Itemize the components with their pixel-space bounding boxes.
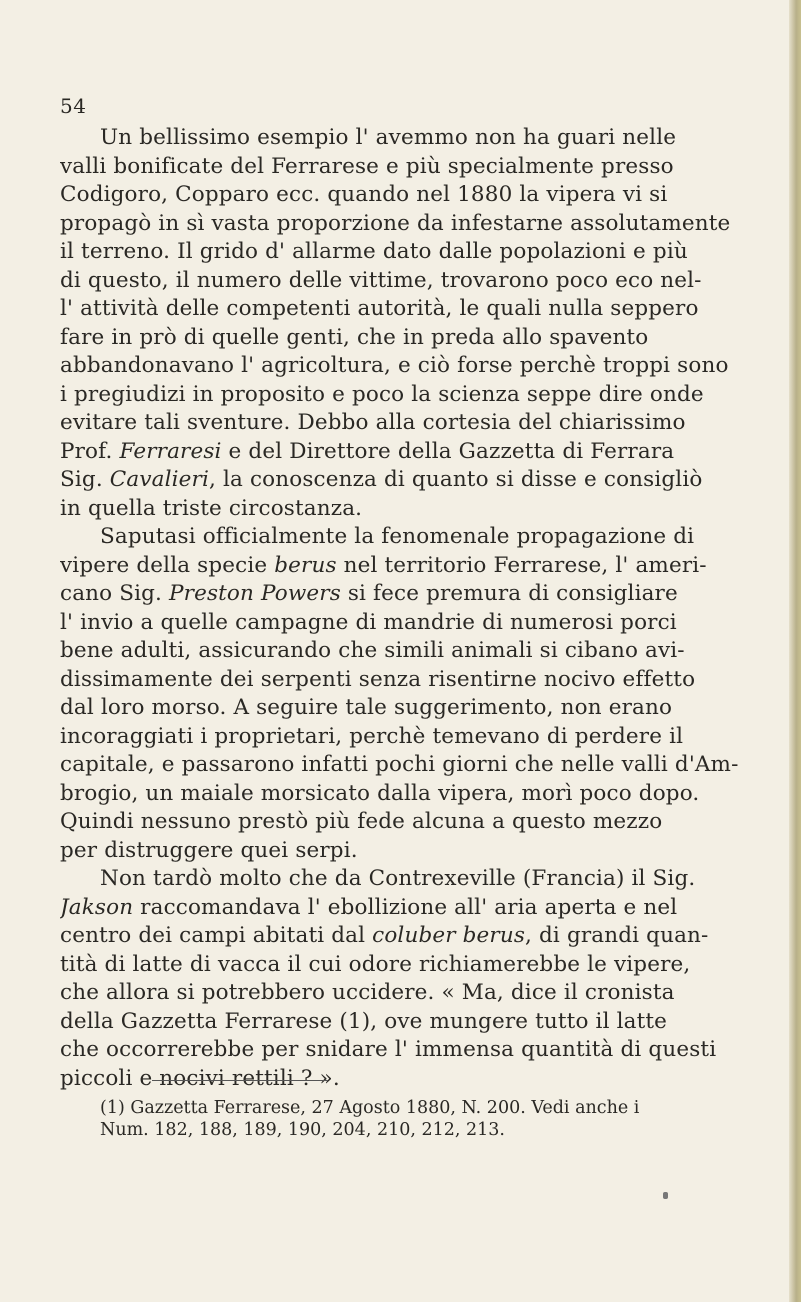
text-line: i pregiudizi in proposito e poco la scienza seppe dire onde <box>60 381 704 407</box>
text-line: evitare tali sventure. Debbo alla cortesia del chiarissimo <box>60 410 686 435</box>
text-line: Saputasi officialmente la fenomenale propagazione di <box>100 524 695 549</box>
text-line: tità di latte di vacca il cui odore richiamerebbe le vipere, <box>60 951 691 977</box>
text-line: dissimamente dei serpenti senza risentirne nocivo effetto <box>60 666 696 692</box>
text-line <box>60 466 760 495</box>
footnote-line: (1) Gazzetta Ferrarese, 27 Agosto 1880, N. 200. Vedi anche i <box>100 1098 640 1118</box>
text-run: nel territorio Ferrarese, l' ameri- <box>336 552 707 578</box>
text-line: bene adulti, assicurando che simili animali si cibano avi- <box>60 638 685 663</box>
text-line: il terreno. Il grido d' allarme dato dalle popolazioni e più <box>60 239 688 264</box>
text-line: che allora si potrebbero uccidere. « Ma, dice il cronista <box>60 980 675 1005</box>
footnote <box>60 1097 760 1141</box>
paragraph-3 <box>60 865 760 1093</box>
footnote-divider <box>152 1080 328 1081</box>
text-line: l' invio a quelle campagne di mandrie di numerosi porci <box>60 609 677 635</box>
text-line: valli bonificate del Ferrarese e più specialmente presso <box>60 153 674 179</box>
text-line: della Gazzetta Ferrarese (1), ove mungere tutto il latte <box>60 1008 668 1034</box>
paragraph-1 <box>60 124 760 523</box>
text-line: incoraggiati i proprietari, perchè temevano di perdere il <box>60 723 684 749</box>
ink-speck <box>663 1192 668 1199</box>
italic-term: coluber berus <box>372 923 526 948</box>
text-line: fare in prò di quelle genti, che in preda allo spavento <box>60 324 649 350</box>
text-line <box>60 580 760 609</box>
text-run: vipere della specie <box>60 552 275 578</box>
text-run: , di grandi quan- <box>525 923 709 948</box>
text-line: Un bellissimo esempio l' avemmo non ha guari nelle <box>100 125 677 150</box>
text-run: raccomandava l' ebollizione all' aria aperta e nel <box>133 894 678 920</box>
italic-name: Preston Powers <box>169 581 341 606</box>
italic-name: Ferraresi <box>119 438 222 464</box>
text-run: centro dei campi abitati dal <box>60 923 373 948</box>
text-line: capitale, e passarono infatti pochi giorni che nelle valli d'Am- <box>60 752 739 777</box>
text-run: , la conoscenza di quanto si disse e consigliò <box>209 467 703 492</box>
text-run: si fece premura di consigliare <box>340 581 678 606</box>
text-line: brogio, un maiale morsicato dalla vipera, morì poco dopo. <box>60 780 700 806</box>
text-line <box>60 922 760 951</box>
text-line: Quindi nessuno prestò più fede alcuna a questo mezzo <box>60 809 663 834</box>
body-text <box>60 124 760 1093</box>
text-line <box>60 552 760 581</box>
text-line: che occorrerebbe per snidare l' immensa quantità di questi <box>60 1037 717 1062</box>
italic-name: Jakson <box>60 894 134 920</box>
text-line: abbandonavano l' agricoltura, e ciò forse perchè troppi sono <box>60 353 729 378</box>
text-line: in quella triste circostanza. <box>60 495 363 521</box>
page-edge <box>789 0 801 1302</box>
text-line: dal loro morso. A seguire tale suggerimento, non erano <box>60 695 673 720</box>
paragraph-2 <box>60 523 760 865</box>
text-line: propagò in sì vasta proporzione da infestarne assolutamente <box>60 210 731 236</box>
text-line <box>60 894 760 923</box>
text-line: Non tardò molto che da Contrexeville (Francia) il Sig. <box>100 866 696 891</box>
italic-name: Cavalieri <box>109 467 210 492</box>
text-run: Prof. <box>60 438 120 464</box>
text-line <box>60 438 760 467</box>
text-line: di questo, il numero delle vittime, trovarono poco eco nel- <box>60 267 702 293</box>
page-number: 54 <box>60 94 87 118</box>
text-run: cano Sig. <box>60 581 170 606</box>
text-line: per distruggere quei serpi. <box>60 837 358 863</box>
text-line: piccoli e nocivi rettili ? ». <box>60 1065 340 1091</box>
text-line: Codigoro, Copparo ecc. quando nel 1880 la vipera vi si <box>60 182 668 207</box>
text-line: l' attività delle competenti autorità, le quali nulla seppero <box>60 296 699 321</box>
italic-term: berus <box>274 552 337 578</box>
text-run: e del Direttore della Gazzetta di Ferrara <box>221 438 675 464</box>
text-run: Sig. <box>60 467 110 492</box>
footnote-line: Num. 182, 188, 189, 190, 204, 210, 212, 213. <box>100 1120 505 1140</box>
